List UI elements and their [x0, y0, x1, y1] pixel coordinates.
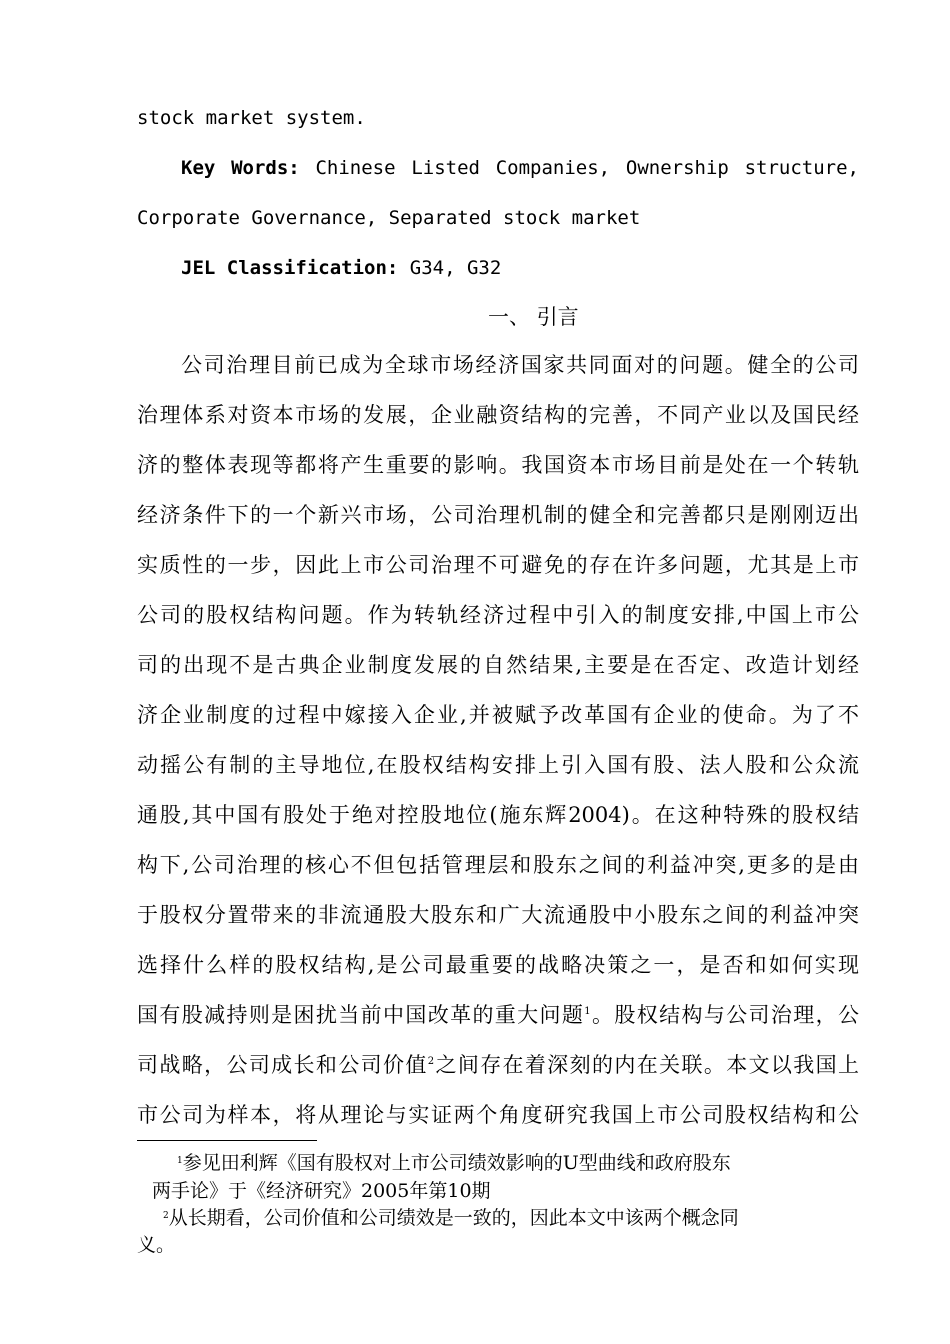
- body-line-12: 于股权分置带来的非流通股大股东和广大流通股中小股东之间的利益冲突: [137, 903, 859, 927]
- keywords-label: Key Words:: [181, 157, 300, 179]
- body-line-14: 国有股减持则是困扰当前中国改革的重大问题$^1$。股权结构与公司治理，公: [137, 1003, 859, 1027]
- body-line-10: 通股,其中国有股处于绝对控股地位(施东辉2004)。在这种特殊的股权结: [137, 803, 859, 827]
- keywords-line-2: Corporate Governance, Separated stock market: [137, 207, 641, 229]
- body-line-2: 治理体系对资本市场的发展，企业融资结构的完善，不同产业以及国民经: [137, 403, 859, 427]
- footnote-2-line-1: $^2$从长期看，公司价值和公司绩效是一致的，因此本文中该两个概念同: [163, 1207, 739, 1229]
- body-line-6: 公司的股权结构问题。作为转轨经济过程中引入的制度安排,中国上市公: [137, 603, 859, 627]
- body-line-3: 济的整体表现等都将产生重要的影响。我国资本市场目前是处在一个转轨: [137, 453, 859, 477]
- keywords-line-1: [137, 153, 859, 183]
- body-line-15: 司战略，公司成长和公司价值$^2$之间存在着深刻的内在关联。本文以我国上: [137, 1053, 860, 1077]
- keywords-text-1: Chinese Listed Companies, Ownership structure,: [315, 157, 859, 179]
- footnote-ref-2: 2: [427, 1056, 435, 1067]
- body-line-11: 构下,公司治理的核心不但包括管理层和股东之间的利益冲突,更多的是由: [137, 853, 859, 877]
- body-line-7: 司的出现不是古典企业制度发展的自然结果,主要是在否定、改造计划经: [137, 653, 859, 677]
- body-line-1: 公司治理目前已成为全球市场经济国家共同面对的问题。健全的公司: [181, 353, 859, 377]
- body-line-8: 济企业制度的过程中嫁接入企业,并被赋予改革国有企业的使命。为了不: [137, 703, 859, 727]
- body-line-13: 选择什么样的股权结构,是公司最重要的战略决策之一，是否和如何实现: [137, 953, 859, 977]
- jel-value: G34, G32: [409, 257, 502, 279]
- section-title: 一、 引言: [488, 305, 579, 329]
- footnote-divider: [137, 1140, 317, 1141]
- body-line-9: 动摇公有制的主导地位,在股权结构安排上引入国有股、法人股和公众流: [137, 753, 859, 777]
- abstract-tail: stock market system.: [137, 107, 366, 129]
- footnote-1-mark: 1: [177, 1156, 183, 1166]
- jel-label: JEL Classification:: [181, 257, 399, 279]
- footnote-ref-1: 1: [584, 1006, 591, 1017]
- body-line-16: 市公司为样本，将从理论与实证两个角度研究我国上市公司股权结构和公: [137, 1103, 859, 1127]
- body-line-4: 经济条件下的一个新兴市场，公司治理机制的健全和完善都只是刚刚迈出: [137, 503, 859, 527]
- jel-line: [181, 253, 501, 283]
- footnote-1-line-1: $^1$参见田利辉《国有股权对上市公司绩效影响的U型曲线和政府股东: [177, 1152, 731, 1174]
- body-line-5: 实质性的一步，因此上市公司治理不可避免的存在许多问题，尤其是上市: [137, 553, 859, 577]
- footnote-1-line-2: 两手论》于《经济研究》2005年第10期: [152, 1180, 491, 1202]
- footnote-2-mark: 2: [163, 1211, 169, 1221]
- footnote-2-line-2: 义。: [137, 1234, 176, 1256]
